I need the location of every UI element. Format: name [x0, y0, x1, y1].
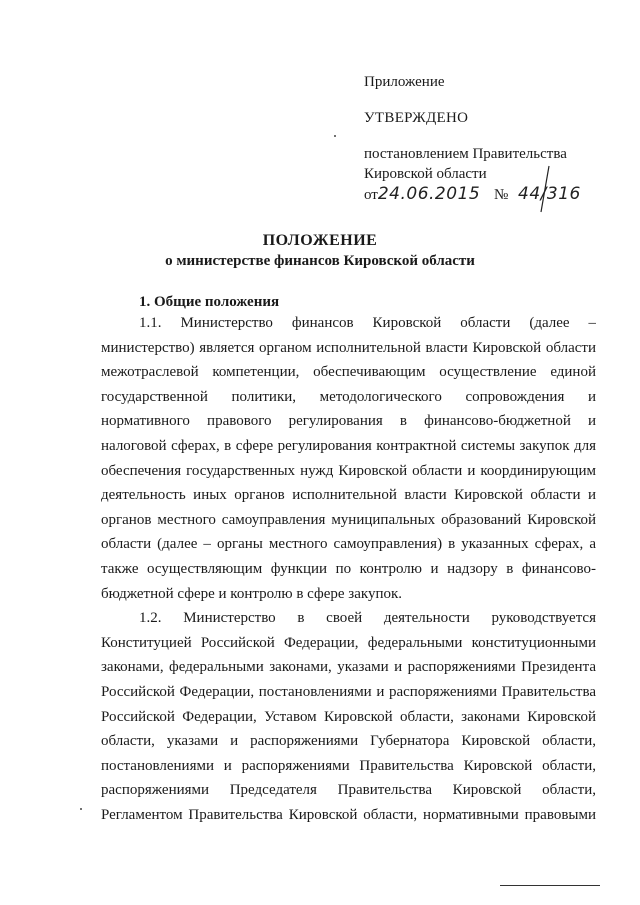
approval-date-number-row: [364, 184, 624, 210]
text-line: области, указами и распоряжениями Губернатора Кировской области,: [101, 733, 596, 750]
text-line: 1.1. Министерство финансов Кировской области (далее –: [139, 315, 596, 331]
text-line: министерство) является органом исполнительной власти Кировской области: [101, 339, 596, 356]
appendix-label: Приложение: [364, 74, 445, 90]
text-line: также осуществляющим функции по контролю и надзору в финансово-: [101, 560, 596, 577]
text-line: нормативного правового регулирования в финансово-бюджетной и: [101, 413, 596, 430]
text-line: Регламентом Правительства Кировской области, нормативными правовыми: [101, 806, 596, 823]
approval-region-line: Кировской области: [364, 166, 487, 182]
date-prefix: от: [364, 187, 378, 203]
footnote-divider: [500, 885, 600, 886]
document-title: ПОЛОЖЕНИЕ: [262, 232, 378, 249]
text-line: органов местного самоуправления муниципальных образований Кировской: [101, 511, 596, 528]
document-title-block: [0, 230, 640, 272]
text-line: Конституцией Российской Федерации, федеральными конституционными: [101, 634, 596, 651]
document-subtitle: о министерстве финансов Кировской области: [165, 253, 475, 269]
approved-label: УТВЕРЖДЕНО: [364, 110, 469, 126]
text-line: обеспечения государственных нужд Кировской области и координирующим: [101, 462, 596, 479]
text-line: межотраслевой компетенции, обеспечивающим осуществление единой: [101, 364, 596, 381]
text-line: деятельность иных органов исполнительной власти Кировской области и: [101, 487, 596, 504]
document-body: [101, 311, 596, 827]
text-line: Российской Федерации, постановлениями и распоряжениями Правительства: [101, 683, 596, 700]
number-prefix: №: [493, 187, 509, 203]
text-line: бюджетной сфере и контролю в сфере закупок.: [101, 585, 403, 602]
approval-decree-line: постановлением Правительства: [364, 146, 567, 162]
approval-stamp-block: [364, 72, 624, 210]
handwritten-number: 44/316: [518, 184, 581, 204]
scan-speck-dot: [80, 808, 82, 810]
scan-speck-dot: [334, 135, 336, 137]
text-line: налоговой сферах, в сфере регулирования контрактной системы закупок для: [101, 437, 596, 454]
text-line: области (далее – органы местного самоуправления) в указанных сферах, а: [101, 536, 596, 553]
text-line: государственной политики, методологического сопровождения и: [101, 388, 596, 405]
text-line: 1.2. Министерство в своей деятельности руководствуется: [139, 610, 596, 627]
text-line: распоряжениями Председателя Правительства Кировской области,: [101, 782, 596, 799]
text-line: Российской Федерации, Уставом Кировской области, законами Кировской: [101, 708, 596, 725]
text-line: постановлениями и распоряжениями Правительства Кировской области,: [101, 757, 596, 774]
handwritten-slash-mark-icon: [536, 164, 552, 214]
handwritten-date: 24.06.2015: [377, 184, 481, 204]
text-line: законами, федеральными законами, указами и распоряжениями Президента: [101, 659, 596, 676]
section-heading: 1. Общие положения: [139, 294, 280, 310]
